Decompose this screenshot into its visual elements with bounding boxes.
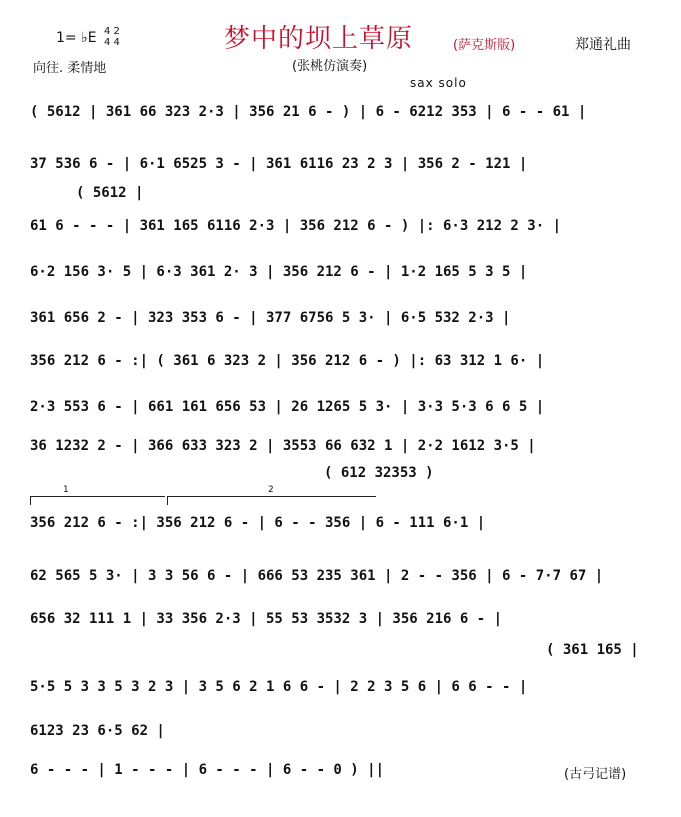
score-line-14: 6 - - - | 1 - - - | 6 - - - | 6 - - 0 ) || (30, 762, 385, 778)
score-line-12: 5·5 5 3 3 5 3 2 3 | 3 5 6 2 1 6 6 - | 2 2 3 5 6 | 6 6 - - | (30, 679, 528, 695)
ending-number-2: 2 (268, 485, 274, 495)
page-title: 梦中的坝上草原 (224, 24, 414, 54)
tempo-marking: 向往. 柔情地 (33, 61, 107, 76)
score-line-3: 61 6 - - - | 361 165 6116 2·3 | 356 212 6 - ) |: 6·3 212 2 3· | (30, 218, 562, 234)
second-ending-bracket (167, 485, 376, 505)
score-line-5: 361 656 2 - | 323 353 6 - | 377 6756 5 3· | 6·5 532 2·3 | (30, 310, 511, 326)
cue-notes-1: ( 5612 | (76, 185, 144, 201)
score-line-7: 2·3 553 6 - | 661 161 656 53 | 26 1265 5 3· | 3·3 5·3 6 6 5 | (30, 399, 545, 415)
transcriber-label: (古弓记谱) (564, 767, 627, 782)
ending-number-1: 1 (63, 485, 69, 495)
score-line-11: 656 32 111 1 | 33 356 2·3 | 55 53 3532 3 | 356 216 6 - | (30, 611, 503, 627)
score-line-9: 356 212 6 - :| 356 212 6 - | 6 - - 356 | 6 - 111 6·1 | (30, 515, 486, 531)
score-line-2: 37 536 6 - | 6·1 6525 3 - | 361 6116 23 2 3 | 356 2 - 121 | (30, 156, 528, 172)
performer-label: (张桃仿演奏) (292, 59, 368, 74)
composer-label: 郑通礼曲 (575, 37, 631, 53)
score-line-4: 6·2 156 3· 5 | 6·3 361 2· 3 | 356 212 6 - | 1·2 165 5 3 5 | (30, 264, 528, 280)
score-line-6: 356 212 6 - :| ( 361 6 323 2 | 356 212 6 - ) |: 63 312 1 6· | (30, 353, 545, 369)
meter-top: 4 2 (104, 26, 120, 37)
meter-bottom: 4 4 (104, 37, 120, 48)
score-line-1: ( 5612 | 361 66 323 2·3 | 356 21 6 - ) | 6 - 6212 353 | 6 - - 61 | (30, 104, 587, 120)
version-label: (萨克斯版) (453, 38, 516, 53)
cue-notes-3: ( 361 165 | (546, 642, 639, 658)
score-line-13: 6123 23 6·5 62 | (30, 723, 165, 739)
score-line-8: 36 1232 2 - | 366 633 323 2 | 3553 66 632 1 | 2·2 1612 3·5 | (30, 438, 536, 454)
key-signature: 1= ♭E (56, 30, 97, 46)
score-line-10: 62 565 5 3· | 3 3 56 6 - | 666 53 235 361 | 2 - - 356 | 6 - 7·7 67 | (30, 568, 604, 584)
time-signature (104, 26, 120, 48)
first-ending-bracket (30, 485, 165, 505)
cue-notes-2: ( 612 32353 ) (324, 465, 434, 481)
sax-solo-marking: sax solo (410, 76, 467, 90)
